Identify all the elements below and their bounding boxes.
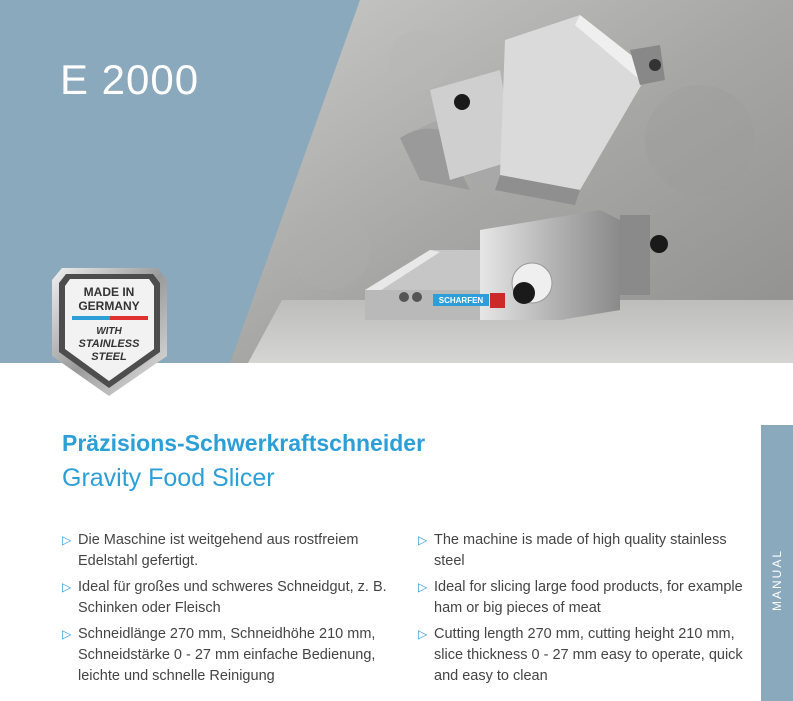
list-item: ▷ Schneidlänge 270 mm, Schneidhöhe 210 mm, Schneidstärke 0 - 27 mm einfache Bedienung, leichte und schnelle Reinigung [62, 626, 376, 684]
list-item: ▷ The machine is made of high quality stainless steel [418, 532, 727, 569]
manual-tab-label-wrap [761, 530, 793, 630]
svg-text:GERMANY: GERMANY [78, 299, 140, 313]
list-item: ▷ Ideal für großes und schweres Schneidgut, z. B. Schinken oder Fleisch [62, 579, 387, 616]
features-english-list [418, 530, 758, 692]
features-german-list [62, 530, 397, 692]
product-model-title: E 2000 [60, 56, 200, 103]
list-item: ▷ Die Maschine ist weitgehend aus rostfreiem Edelstahl gefertigt. [62, 532, 359, 569]
made-in-germany-badge [52, 268, 167, 396]
triangle-bullet-icon: ▷ [418, 580, 428, 594]
machine-brand-label: SCHARFEN [438, 296, 484, 305]
triangle-bullet-icon: ▷ [418, 627, 428, 641]
list-item: ▷ Ideal for slicing large food products, for example ham or big pieces of meat [418, 579, 743, 616]
triangle-bullet-icon: ▷ [62, 533, 72, 547]
heading-german: Präzisions-Schwerkraftschneider [62, 430, 426, 456]
svg-text:WITH: WITH [96, 326, 122, 337]
manual-tab-label: MANUAL [770, 548, 785, 612]
triangle-bullet-icon: ▷ [62, 580, 72, 594]
triangle-bullet-icon: ▷ [418, 533, 428, 547]
heading-english: Gravity Food Slicer [62, 464, 275, 492]
triangle-bullet-icon: ▷ [62, 627, 72, 641]
list-item: ▷ Cutting length 270 mm, cutting height 210 mm, slice thickness 0 - 27 mm easy to operate, quick and easy to clean [418, 626, 743, 684]
svg-text:STAINLESS: STAINLESS [78, 338, 140, 350]
svg-text:MADE IN: MADE IN [83, 285, 135, 299]
svg-text:STEEL: STEEL [91, 351, 127, 363]
